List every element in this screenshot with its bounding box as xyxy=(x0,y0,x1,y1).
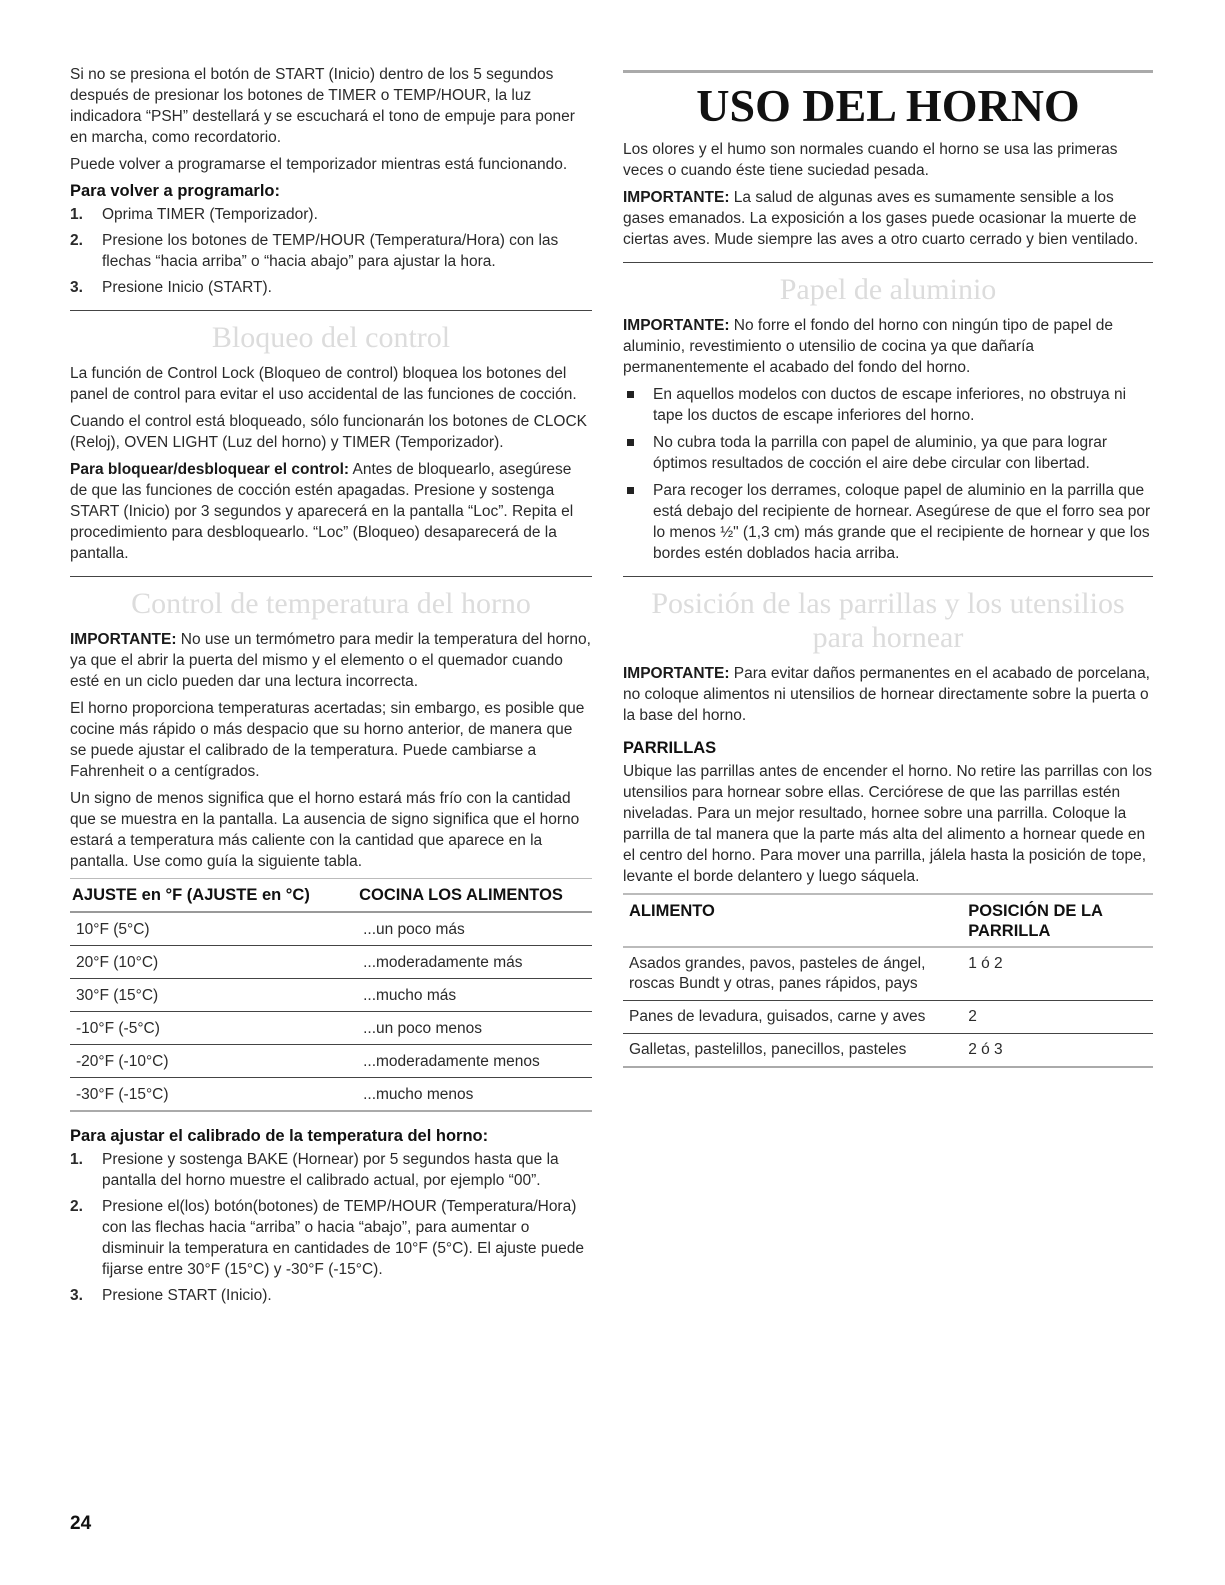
foil-bullets xyxy=(623,384,1153,564)
foil-paragraph: IMPORTANTE: No forre el fondo del horno con ningún tipo de papel de aluminio, revestimiento o utensilio de cocina ya que dañaría permanentemente el acabado del fondo del horno. xyxy=(623,317,1113,376)
parrillas-title: PARRILLAS xyxy=(623,739,717,757)
table-cell: 20°F (10°C) xyxy=(70,946,357,979)
list-item: En aquellos modelos con ductos de escape inferiores, no obstruya ni tape los ductos de escape inferiores del horno. xyxy=(623,384,1153,426)
divider xyxy=(70,576,592,577)
timer-reminder-paragraph: Si no se presiona el botón de START (Inicio) dentro de los 5 segundos después de presionar los botones de TIMER o TEMP/HOUR, la luz indicadora “PSH” destellará y se escuchará el tono de empuje para poner en marcha, como recordatorio. xyxy=(70,66,575,146)
foil-heading: Papel de aluminio xyxy=(779,273,997,306)
temp-control-heading: Control de temperatura del horno xyxy=(131,587,531,620)
racks-heading: Posición de las parrillas y los utensilios para hornear xyxy=(651,587,1125,654)
list-item: 1. Presione y sostenga BAKE (Hornear) por 5 segundos hasta que la pantalla del horno muestre el calibrado actual, por ejemplo “00”. xyxy=(70,1151,559,1189)
table-cell: Asados grandes, pavos, pasteles de ángel, roscas Bundt y otras, panes rápidos, pays xyxy=(623,947,962,1001)
parrillas-paragraph: Ubique las parrillas antes de encender el horno. No retire las parrillas con los utensilios para hornear sobre ellas. Cerciórese de que las parrillas estén niveladas. Para un mejor resultado, hornee sobre una parrilla. Coloque la parrilla de tal manera que la parte más alta del alimento a hornear quede en el centro del horno. Para mover una parrilla, jálela hasta la posición de tope, levante el borde delantero y luego sáquela. xyxy=(623,763,1152,885)
bullet-square-icon xyxy=(627,391,634,398)
reprogram-steps xyxy=(70,204,592,298)
table-row xyxy=(623,1001,1153,1034)
racks-paragraph: IMPORTANTE: Para evitar daños permanentes en el acabado de porcelana, no coloque alimentos ni utensilios de hornear directamente sobre la puerta o la base del horno. xyxy=(623,665,1150,724)
calibration-title: Para ajustar el calibrado de la temperatura del horno: xyxy=(70,1127,489,1145)
timer-reprogram-paragraph: Puede volver a programarse el temporizador mientras está funcionando. xyxy=(70,156,568,173)
table-row xyxy=(70,912,592,946)
temp-paragraph-2: El horno proporciona temperaturas acertadas; sin embargo, es posible que cocine más rápido o más despacio que su horno anterior, de manera que se puede ajustar el calibrado de la temperatura. Puede cambiarse a Fahrenheit o a centígrados. xyxy=(70,700,585,780)
table-cell: ...un poco menos xyxy=(357,1012,592,1045)
table-header: AJUSTE en °F (AJUSTE en °C) xyxy=(70,879,357,913)
table-header-row xyxy=(623,894,1153,947)
list-item: 2. Presione los botones de TEMP/HOUR (Temperatura/Hora) con las flechas “hacia arriba” o “hacia abajo” para ajustar la hora. xyxy=(70,232,559,270)
table-cell: -20°F (-10°C) xyxy=(70,1045,357,1078)
table-cell: ...mucho menos xyxy=(357,1078,592,1112)
list-item: 1. Oprima TIMER (Temporizador). xyxy=(70,206,318,223)
list-item: 3. Presione START (Inicio). xyxy=(70,1287,272,1304)
list-item: No cubra toda la parrilla con papel de aluminio, ya que para lograr óptimos resultados de cocción el aire debe circular con libertad. xyxy=(623,432,1153,474)
table-row xyxy=(623,947,1153,1001)
table-cell: Galletas, pastelillos, panecillos, pasteles xyxy=(623,1034,962,1068)
table-header: ALIMENTO xyxy=(623,894,962,947)
table-header: POSICIÓN DE LA PARRILLA xyxy=(962,894,1153,947)
reprogram-title: Para volver a programarlo: xyxy=(70,182,281,200)
page-number: 24 xyxy=(70,1513,92,1534)
table-cell: 2 xyxy=(962,1001,1153,1034)
table-cell: ...moderadamente menos xyxy=(357,1045,592,1078)
table-header-row xyxy=(70,879,592,913)
lock-paragraph-1: La función de Control Lock (Bloqueo de control) bloquea los botones del panel de control para evitar el uso accidental de las funciones de cocción. xyxy=(70,365,577,403)
lock-heading: Bloqueo del control xyxy=(211,321,451,354)
divider xyxy=(623,576,1153,577)
table-cell: 30°F (15°C) xyxy=(70,979,357,1012)
table-row xyxy=(70,946,592,979)
calibration-steps xyxy=(70,1149,592,1306)
table-cell: 1 ó 2 xyxy=(962,947,1153,1001)
bullet-square-icon xyxy=(627,487,634,494)
table-header: COCINA LOS ALIMENTOS xyxy=(357,879,592,913)
table-cell: -30°F (-15°C) xyxy=(70,1078,357,1112)
page-title: USO DEL HORNO xyxy=(696,80,1080,131)
lock-paragraph-3: Para bloquear/desbloquear el control: Antes de bloquearlo, asegúrese de que las funciones de cocción estén apagadas. Presione y sostenga START (Inicio) por 3 segundos y aparecerá en la pantalla “Loc”. Repita el procedimiento para desbloquearlo. “Loc” (Bloqueo) desaparecerá de la pantalla. xyxy=(70,461,574,562)
table-cell: Panes de levadura, guisados, carne y aves xyxy=(623,1001,962,1034)
table-row xyxy=(70,1045,592,1078)
table-row xyxy=(70,979,592,1012)
table-cell: ...mucho más xyxy=(357,979,592,1012)
temp-paragraph-3: Un signo de menos significa que el horno estará más frío con la cantidad que se muestra en la pantalla. La ausencia de signo significa que el horno estará a temperatura más caliente con la cantidad que aparece en la pantalla. Use como guía la siguiente tabla. xyxy=(70,790,580,870)
table-cell: ...un poco más xyxy=(357,912,592,946)
birds-paragraph: IMPORTANTE: La salud de algunas aves es sumamente sensible a los gases emanados. La exposición a los gases puede ocasionar la muerte de ciertas aves. Mude siempre las aves a otro cuarto cerrado y bien ventilado. xyxy=(623,189,1139,248)
table-row xyxy=(70,1078,592,1112)
odor-paragraph: Los olores y el humo son normales cuando el horno se usa las primeras veces o cuando éste tiene suciedad pesada. xyxy=(623,141,1118,179)
divider xyxy=(623,262,1153,263)
table-cell: -10°F (-5°C) xyxy=(70,1012,357,1045)
left-column xyxy=(70,64,592,1312)
temp-paragraph-1: IMPORTANTE: No use un termómetro para medir la temperatura del horno, ya que el abrir la puerta del mismo y el elemento o el quemador cuando esté en un ciclo pueden dar una lectura incorrecta. xyxy=(70,631,591,690)
temp-adjust-table xyxy=(70,878,592,1112)
table-cell: 10°F (5°C) xyxy=(70,912,357,946)
rack-position-table xyxy=(623,893,1153,1068)
list-item: 2. Presione el(los) botón(botones) de TEMP/HOUR (Temperatura/Hora) con las flechas hacia “arriba” o hacia “abajo”, para aumentar o disminuir la temperatura en cantidades de 10°F (5°C). El ajuste puede fijarse entre 30°F (15°C) y -30°F (-15°C). xyxy=(70,1198,584,1278)
divider xyxy=(70,310,592,311)
list-item: Para recoger los derrames, coloque papel de aluminio en la parrilla que está debajo del recipiente de hornear. Asegúrese de que el forro sea por lo menos ½" (1,3 cm) más grande que el recipiente de hornear y que los bordes estén doblados hacia arriba. xyxy=(623,480,1153,564)
table-row xyxy=(70,1012,592,1045)
table-cell: 2 ó 3 xyxy=(962,1034,1153,1068)
divider xyxy=(623,70,1153,73)
bullet-square-icon xyxy=(627,439,634,446)
right-column xyxy=(623,62,1153,1068)
table-row xyxy=(623,1034,1153,1068)
list-item: 3. Presione Inicio (START). xyxy=(70,279,272,296)
table-cell: ...moderadamente más xyxy=(357,946,592,979)
lock-paragraph-2: Cuando el control está bloqueado, sólo funcionarán los botones de CLOCK (Reloj), OVEN LIGHT (Luz del horno) y TIMER (Temporizador). xyxy=(70,413,588,451)
